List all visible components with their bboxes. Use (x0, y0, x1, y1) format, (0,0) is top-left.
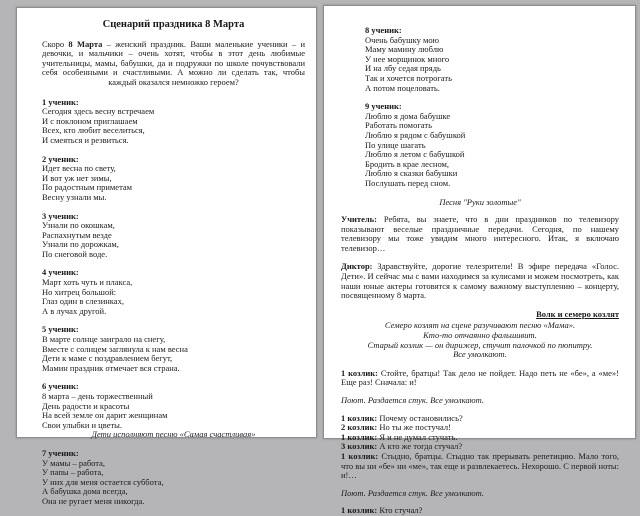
dialogue-text: Стыдно, братцы. Стыдно так прерывать репетицию. Мало того, что вы ни «бе» ни «ме», так еще и развлекаетесь. Нехорошо. С первой ноты: и!… (341, 450, 619, 481)
verse-line: Вместе с солнцем заглянула к нам весна (42, 343, 188, 354)
speaker-label-goat: 3 козлик: (341, 441, 378, 452)
verse-line: Люблю я рядом с бабушкой (365, 129, 466, 140)
verse-line: А бабушка дома всегда, (42, 486, 128, 497)
verse-section-pupil-1 (42, 98, 305, 146)
dialogue-text: Я и не думал стучать. (377, 431, 458, 442)
dialogue-line (341, 369, 619, 388)
verse-line: Идет весна по свету, (42, 163, 116, 174)
teacher-paragraph (341, 215, 619, 253)
verse-section-pupil-5 (42, 325, 305, 373)
verse-line: Но хитрец большой: (42, 286, 117, 297)
verse-line: По радостным приметам (42, 182, 133, 193)
verse-line: Распахнутым везде (42, 229, 112, 240)
verse-header: 9 ученик: (365, 101, 402, 112)
verse-section-pupil-9 (365, 102, 619, 188)
stage-direction: Поют. Раздается стук. Все умолкают. (341, 487, 484, 498)
verse-line: А потом поцеловать. (365, 82, 440, 93)
stage-direction-line: Все умолкают. (453, 349, 507, 360)
document-page-2 (323, 5, 636, 516)
speaker-label-goat: 1 козлик: (341, 450, 379, 461)
verse-line: И вот уж нет зимы, (42, 172, 112, 183)
dialogue-line (341, 506, 619, 516)
verse-line: Так и хочется потрогать (365, 72, 452, 83)
intro-text-bold: 8 Марта (68, 38, 103, 49)
announcer-text: Здравствуйте, дорогие телезрители! В эфире передача «Голос. Дети». И сейчас мы с вами находимся за кулисами и можем посмотреть, как наши юные актеры готовятся к самому важному выступлению – концерту, посвященному 8 марта. (341, 261, 619, 301)
document-page-1 (16, 7, 317, 506)
stage-direction-line: Семеро козлят на сцене разучивают песню «Мама». (384, 320, 576, 331)
verse-line: И с поклоном приглашаем (42, 115, 138, 126)
dialogue-text: Но ты же постучал! (377, 422, 451, 433)
verse-line: Послушать перед сном. (365, 177, 451, 188)
verse-line: По снеговой воде. (42, 248, 108, 259)
verse-line: Весну узнали мы. (42, 191, 107, 202)
verse-line: Всех, кто любит веселиться, (42, 125, 145, 136)
verse-line: Узнали по дорожкам, (42, 239, 119, 250)
verse-line: У мамы – работа, (42, 457, 106, 468)
verse-section-pupil-6 (42, 382, 305, 440)
verse-line: И на лбу седая прядь (365, 63, 441, 74)
verse-header: 3 ученик: (42, 210, 79, 221)
verse-line: На всей земле он дарит женщинам (42, 410, 168, 421)
teacher-text: Ребята, вы знаете, что в дни праздников по телевизору показывают веселые праздничные передачи. Сегодня, по нашему телевизору мы тоже увидим много интересного. Итак, я включаю телевизор… (341, 214, 619, 253)
intro-text-prefix: Скоро (42, 38, 69, 49)
speaker-label-goat: 1 козлик: (341, 505, 378, 516)
page-title: Сценарий праздника 8 Марта (102, 19, 245, 30)
song-caption: Песня "Руки золотые" (439, 196, 521, 207)
verse-line: Сегодня здесь весну встречаем (42, 106, 155, 117)
verse-line: Маму мамину люблю (365, 44, 444, 55)
verse-line: По улице шагать (365, 139, 426, 150)
verse-section-pupil-4 (42, 268, 305, 316)
verse-line: И смеяться и резвиться. (42, 134, 129, 145)
verse-header: 7 ученик: (42, 447, 79, 458)
verse-section-pupil-3 (42, 212, 305, 260)
verse-header: 4 ученик: (42, 267, 79, 278)
verse-line: В марте солнце заиграло на снегу, (42, 334, 166, 345)
stage-direction-line: Старый козлик — он дирижер, стучит палочкой по пюпитру. (367, 339, 593, 350)
dialogue-text: Почему остановились? (377, 412, 463, 423)
song-stage-note: Дети исполняют песню «Самая счастливая» (91, 429, 256, 440)
verse-line: Глаз один в слезинках, (42, 296, 124, 307)
verse-line: Март хоть чуть и плакса, (42, 277, 133, 288)
verse-line: У них для меня остается суббота, (42, 476, 164, 487)
verse-line: Узнали по окошкам, (42, 220, 115, 231)
dialogue-text: Стойте, братцы! Так дело не пойдет. Надо петь не «бе», а «ме»! Еще раз! Сначала: и! (341, 367, 619, 388)
intro-text-rest: – женский праздник. Ваши маленькие ученики – и девочки, и мальчики – очень хотят, чтобы в этот день любимые учительницы, мамы, бабушки, да и подружки по школе почувствовали себя особенными и счастливыми. А можно ли сделать так, чтобы каждый оказался немножко героем? (42, 38, 305, 87)
verse-header: 1 ученик: (42, 96, 79, 107)
verse-line: Свои улыбки и цветы. (42, 419, 123, 430)
announcer-paragraph (341, 262, 619, 300)
dialogue-text: А кто же тогда стучал? (377, 441, 463, 452)
verse-line: Работать помогать (365, 120, 432, 131)
dialogue-text: Кто стучал? (377, 505, 423, 516)
verse-line: Очень бабушку мою (365, 34, 439, 45)
dialogue-line (341, 452, 619, 481)
stage-direction: Поют. Раздается стук. Все умолкают. (341, 395, 484, 405)
speaker-label-teacher: Учитель: (341, 214, 377, 225)
verse-line: Бродить в крае лесном, (365, 158, 450, 169)
verse-line: Люблю я сказки бабушки (365, 168, 458, 179)
verse-header: 2 ученик: (42, 153, 79, 164)
intro-paragraph (42, 40, 305, 88)
verse-line: У папы – работа, (42, 467, 104, 478)
verse-section-pupil-8 (365, 26, 619, 93)
speaker-label-goat: 1 козлик: (341, 412, 378, 423)
verse-section-pupil-7 (42, 449, 305, 507)
speaker-label-announcer: Диктор: (341, 261, 373, 272)
speaker-label-goat: 1 козлик: (341, 367, 378, 378)
verse-line: Мамин праздник отмечает вся страна. (42, 362, 180, 373)
stage-directions (341, 321, 619, 359)
verse-line: Люблю я летом с бабушкой (365, 149, 465, 160)
verse-section-pupil-2 (42, 155, 305, 203)
verse-line: Дети к маме с поздравлением бегут, (42, 353, 173, 364)
verse-line: Она не ругает меня никогда. (42, 495, 145, 506)
verse-line: У нее морщинок много (365, 53, 450, 64)
verse-line: 8 марта – день торжественный (42, 391, 153, 401)
verse-header: 6 ученик: (42, 381, 79, 392)
verse-line: А в лучах другой. (42, 305, 107, 316)
verse-line: Люблю я дома бабушке (365, 110, 451, 121)
stage-direction-line: Кто-то отчаянно фальшивит. (423, 330, 537, 341)
verse-line: День радости и красоты (42, 400, 130, 411)
verse-header: 5 ученик: (42, 324, 79, 335)
verse-header: 8 ученик: (365, 25, 402, 35)
speaker-label-goat: 2 козлик: (341, 422, 378, 433)
speaker-label-goat: 1 козлик: (341, 431, 378, 442)
scene-title: Волк и семеро козлят (536, 308, 619, 319)
